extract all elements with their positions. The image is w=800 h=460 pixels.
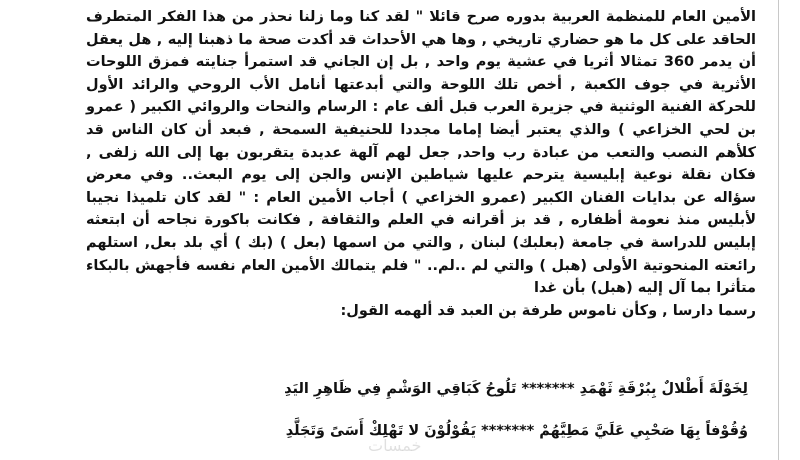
watermark-logo: خمسات: [368, 436, 422, 455]
article-body: [86, 6, 756, 322]
poem-verse-2: وُقُوْفاً بِهَا صَحْبِي عَلَيَّ مَطِيَّهُمْ ******* يَقُوْلُوْنَ لا تَهْلِكْ أَسَىً وَتَجَلَّدِ: [285, 423, 748, 439]
article-last-line: رسما دارسا , وكأن ناموس طرفة بن العبد قد ألهمه القول:: [340, 302, 756, 319]
poem-verse-1: لِخَوْلَةَ أَطْلالٌ بِبُرْقَةِ ثَهْمَدِ ******* تَلُوحُ كَبَاقِي الوَشْمِ فِي ظَاهِرِ اليَدِ: [284, 381, 748, 397]
page-edge-divider: [778, 0, 779, 460]
article-paragraph: الأمين العام للمنظمة العربية بدوره صرح قائلا " لقد كنا وما زلنا نحذر من هذا الفكر المتطرف الحاقد على كل ما هو حضاري تاريخي , وها هي الأحداث قد أكدت صحة ما ذهبنا إليه , هل يعقل أن يدمر 360 تمثالا أثريا في عشية يوم واحد , بل إن الجاني قد استمرأ جنايته فمزق اللوحات الأثرية في جوف الكعبة , أخص تلك اللوحة والتي أبدعتها أنامل الأب الروحي والرائد الأول للحركة الفنية الوثنية في جزيرة العرب قبل ألف عام : الرسام والنحات والروائي الكبير ( عمرو بن لحي الخزاعي ) والذي يعتبر أيضا إماما مجددا للحنيفية السمحة , فبعد أن كان الناس قد كلأهم النصب والتعب من عبادة رب واحد, جعل لهم آلهة عديدة يتقربون بها إلى الله زلفى , فكان نقلة نوعية إبليسية يترحم عليها شياطين الإنس والجن إلى يوم البعث.. وفي معرض سؤاله عن بدايات الفنان الكبير (عمرو الخزاعي ) أجاب الأمين العام : " لقد كان تلميذا نجيبا لأبليس منذ نعومة أظفاره , قد بز أقرانه في العلم والثقافة , فكانت باكورة نجاحه أن ابتعثه إبليس للدراسة في جامعة (بعلبك) لبنان , والتي من اسمها (بعل ) (بك ) أي بلد بعل, استلهم رائعته المنحوتية الأولى (هبل ) والتي لم ..لم.. " فلم يتمالك الأمين العام نفسه فأجهش بالبكاء متأثرا بما آل إليه (هبل) بأن غدا: [86, 9, 756, 297]
